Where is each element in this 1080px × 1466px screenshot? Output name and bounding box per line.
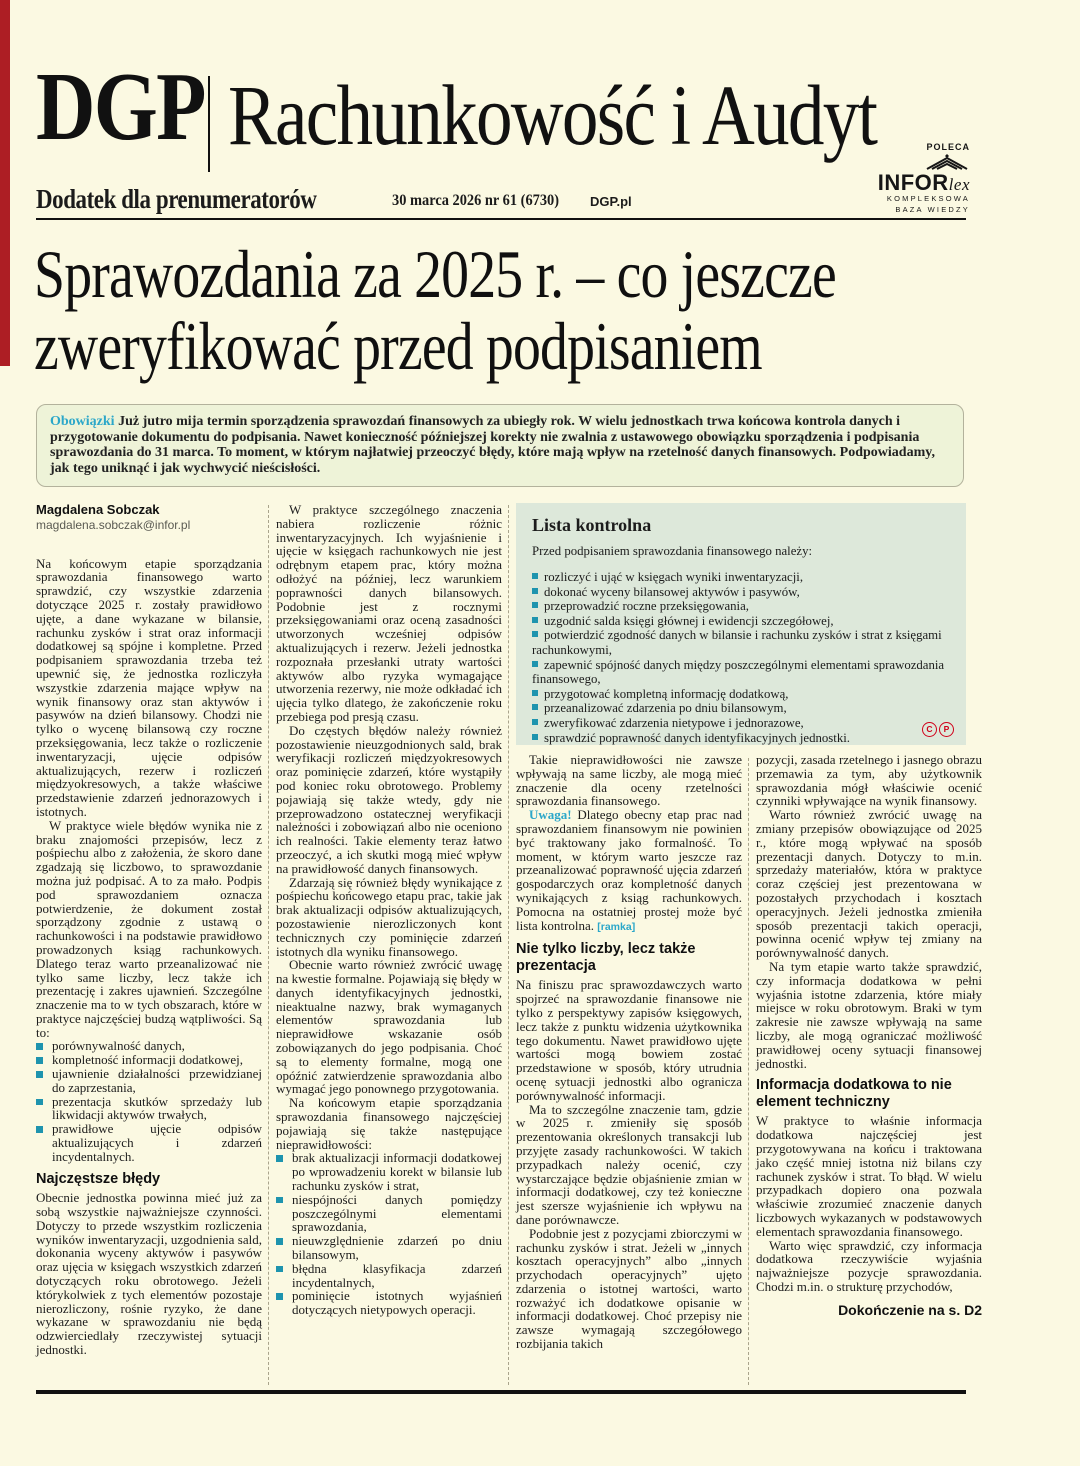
bullet-text: niespójności danych pomiędzy poszczególnymi elementami sprawozdania, xyxy=(292,1191,502,1235)
section-heading: Najczęstsze błędy xyxy=(36,1170,161,1187)
body-paragraph: Podobnie jest z pozycjami zbiorczymi w rachunku zysków i strat. Jeżeli w „innych kosztach operacyjnych” albo „innych przychodach operacyjnych” ujęto zdarzenia o istotnej wartości, warto rozważyć ich dodatkowe opisanie w informacji dodatkowej. Choć przepisy nie zawsze wymagają szczegółowego rozbijania takich xyxy=(516,1225,742,1352)
bullet-item xyxy=(36,1122,262,1163)
bullet-square-icon xyxy=(276,1266,283,1273)
continuation-note: Dokończenie na s. D2 xyxy=(838,1301,982,1318)
column-rule-3 xyxy=(748,758,749,1385)
header-rule xyxy=(36,218,966,220)
bullet-item xyxy=(276,1193,502,1234)
bullet-text: prawidłowe ujęcie odpisów aktualizujących i zdarzeń incydentalnych. xyxy=(52,1121,262,1164)
body-paragraph xyxy=(516,808,742,934)
bullet-item xyxy=(36,1067,262,1095)
checklist-text: zweryfikować zdarzenia nietypowe i jednorazowe, xyxy=(544,715,804,730)
site-label: DGP.pl xyxy=(590,194,632,209)
body-paragraph: Warto więc sprawdzić, czy informacja dodatkowa rzeczywiście wyjaśnia najważniejsze pozycje sprawozdania. Chodzi m.in. o strukturę przychodów, xyxy=(756,1237,982,1294)
body-paragraph: Obecnie jednostka powinna mieć już za sobą wszystkie najważniejsze czynności. Dotyczy to przede wszystkim rozliczenia wyników inwentaryzacji, uzgodnienia sald, dokonania wyceny aktywów i pasywów oraz ujęcia w księgach wszystkich zdarzeń dotyczących roku obrotowego. Jeżeli którykolwiek z tych elementów pozostaje nierozliczony, rośnie ryzyko, że dane wykazane w sprawozdaniu nie będą odzwierciedlały rzeczywistej sytuacji jednostki. xyxy=(36,1190,262,1357)
bullet-square-icon xyxy=(276,1293,283,1300)
bullet-text: pominięcie istotnych wyjaśnień dotyczących nietypowych operacji. xyxy=(292,1288,502,1318)
press-rights-icon: P xyxy=(939,722,954,737)
body-paragraph: Na tym etapie warto także sprawdzić, czy informacja dodatkowa w pełni wyjaśnia istotne zdarzenia, które miały miejsce w roku obrotowym. Braki w tym zakresie nie zawsze wpływają na same liczby, ale mogą ograniczać możliwość prawidłowej oceny sytuacji finansowej jednostki. xyxy=(756,958,982,1071)
checklist-text: potwierdzić zgodność danych w bilansie i rachunku zysków i strat z księgami rachunkowymi, xyxy=(532,628,942,657)
bullet-item xyxy=(276,1151,502,1192)
uwaga-text: Dlatego obecny etap prac nad sprawozdaniem finansowym nie powinien być traktowany jako formalność. To moment, w którym warto jeszcze raz przeanalizować poprawność ujęcia zdarzeń gospodarczych oraz kompletność danych wynikających z ksiąg rachunkowych. Pomocna na ostatniej prostej może być lista kontrolna. xyxy=(516,807,742,933)
column-rule-1 xyxy=(268,505,269,1385)
inforlex-subline-2: BAZA WIEDZY xyxy=(895,204,970,214)
copyright-icon: C xyxy=(922,722,937,737)
bullet-item xyxy=(276,1262,502,1290)
bullet-text: nieuwzględnienie zdarzeń po dniu bilansowym, xyxy=(292,1233,502,1263)
body-paragraph: Ma to szczególne znaczenie tam, gdzie w 2025 r. zmieniły się sposób prezentowania określonych transakcji lub przyjęte zasady rachunkowości. W takich przypadkach należy ocenić, czy wystarczające będzie objaśnienie zmian w informacji dodatkowej, czy też konieczne jest szersze wyjaśnienie ich wpływu na dane porównawcze. xyxy=(516,1101,742,1227)
bullet-item xyxy=(276,1234,502,1262)
lead-kicker: Obowiązki xyxy=(50,414,115,429)
bullet-list xyxy=(276,1151,502,1317)
body-paragraph: Na końcowym etapie sporządzania sprawozdania finansowego warto sprawdzić, czy wszystkie zdarzenia dotyczące 2025 r. zostały prawidłowo ujęte, a dane wykazane w bilansie, rachunku zysków i strat oraz informacji dodatkowej są spójne i kompletne. Przed podpisaniem sprawozdania trzeba też upewnić się, że jednostka rozliczyła wszystkie zdarzenia mające wpływ na wynik finansowy oraz stan aktywów i pasywów na dzień bilansowy. Chodzi nie tylko o wycenę bilansową czy roczne przeksięgowania, lecz także o rozliczenie inwentaryzacji, ujęcie odpisów aktualizujących, rezerw i rozliczeń międzyokresowych, a także właściwe przedstawienie zdarzeń jednorazowych i istotnych. xyxy=(36,555,262,819)
bullet-item xyxy=(36,1039,262,1053)
checklist-text: dokonać wyceny bilansowej aktywów i pasywów, xyxy=(544,584,800,599)
checklist-text: przeanalizować zdarzenia po dniu bilansowym, xyxy=(544,701,787,716)
bullet-square-icon xyxy=(36,1099,43,1106)
body-paragraph: Obecnie warto również zwrócić uwagę na kwestie formalne. Pojawiają się błędy w danych identyfikacyjnych jednostki, nieaktualne nazwy, brak wymaganych elementów sprawozdania lub nieprawidłowe wskazanie osób zobowiązanych do jego podpisania. Choć są to elementy formalne, mogą one opóźnić zatwierdzenie sprawozdania albo wymagać jego ponownego przygotowania. xyxy=(276,957,502,1097)
body-paragraph: W praktyce szczególnego znaczenia nabiera rozliczenie różnic inwentaryzacyjnych. Ich wyjaśnienie i ujęcie w księgach rachunkowych nie jest odrębnym etapem prac, który można odłożyć na później, lecz warunkiem poprawności danych bilansowych. Podobnie jest z rocznymi przeksięgowaniami oraz oceną zasadności utworzonych wcześniej odpisów aktualizujących i rezerw. Jeżeli jednostka rozpoznała przesłanki utraty wartości aktywów albo ryzyka wymagające utworzenia rezerwy, nie może odkładać ich ujęcia tylko dlatego, że zakończenie roku przebiega pod presją czasu. xyxy=(276,502,502,724)
column-rule-2 xyxy=(508,505,509,1385)
uwaga-label: Uwaga! xyxy=(529,807,572,823)
body-paragraph: Na finiszu prac sprawozdawczych warto spojrzeć na sprawozdanie finansowe nie tylko z perspektywy zapisów księgowych, lecz także z punktu widzenia użytkownika tego dokumentu. Nawet prawidłowo ujęte wartości mogą bowiem zostać przedstawione w sposób, który utrudnia ocenę sytuacji jednostki albo ogranicza porównywalność informacji. xyxy=(516,977,742,1103)
byline-email: magdalena.sobczak@infor.pl xyxy=(36,517,191,532)
bullet-square-icon xyxy=(276,1155,283,1162)
bullet-square-icon xyxy=(36,1043,43,1050)
checklist-intro: Przed podpisaniem sprawozdania finansowego należy: xyxy=(532,544,813,558)
bullet-text: ujawnienie działalności przewidzianej do zaprzestania, xyxy=(52,1066,262,1095)
bullet-square-icon xyxy=(276,1197,283,1204)
body-paragraph: Warto również zwrócić uwagę na zmiany przepisów obowiązujące od 2025 r., które mogą wpływać na sposób prezentacji danych. Dotyczy to m.in. sprzedaży materiałów, która w praktyce coraz częściej jest prezentowana w pozostałych przychodach i kosztach operacyjnych. Jeżeli jednostka zmieniła sposób prezentacji takich operacji, powinna ocenić wpływ tej zmiany na porównywalność danych. xyxy=(756,807,982,961)
article-column-1 xyxy=(36,503,262,1357)
bullet-list xyxy=(36,1039,262,1163)
lex-text: lex xyxy=(948,175,970,194)
body-paragraph: W praktyce wiele błędów wynika nie z braku znajomości przepisów, lecz z pośpiechu albo z założenia, że skoro dane zgadzają się liczbowo, to sprawozdanie można już podpisać. A to za mało. Podpis pod sprawozdaniem oznacza potwierdzenie, że dokument został sporządzony zgodnie z ustawą o rachunkowości i na podstawie prawidłowo prowadzonych ksiąg rachunkowych. Dlatego teraz warto przeanalizować nie tylko same liczby, lecz także ich prezentację i zakres ujawnień. Szczególne znaczenie ma to w tych obszarach, które w praktyce najczęściej budzą wątpliwości. Są to: xyxy=(36,817,262,1040)
inforlex-logo-icon xyxy=(924,154,970,171)
masthead-brand: DGP xyxy=(36,53,205,161)
checklist-text: przeprowadzić roczne przeksięgowania, xyxy=(544,599,749,614)
bullet-text: porównywalność danych, xyxy=(52,1038,185,1054)
body-paragraph: pozycji, zasada rzetelnego i jasnego obrazu przemawia za tym, aby użytkownik sprawozdania mógł właściwie ocenić czynniki wpływające na wynik finansowy. xyxy=(756,752,982,809)
checklist-text: zapewnić spójność danych między poszczególnymi elementami sprawozdania finansowego, xyxy=(532,657,945,687)
section-heading: Informacja dodatkowa to nie element techniczny xyxy=(756,1077,952,1110)
checklist-text: przygotować kompletną informację dodatkową, xyxy=(544,686,789,701)
inforlex-subline-1: KOMPLEKSOWA xyxy=(886,194,970,203)
article-headline xyxy=(34,238,1012,382)
masthead-tagline: Dodatek dla prenumeratorów xyxy=(36,184,317,214)
article-end-rule xyxy=(36,1390,966,1394)
poleca-label: POLECA xyxy=(926,142,970,152)
infor-text: INFOR xyxy=(877,170,949,195)
byline xyxy=(36,503,262,533)
byline-author: Magdalena Sobczak xyxy=(36,502,160,517)
issue-date: 30 marca 2026 nr 61 (6730) xyxy=(392,192,560,209)
bullet-square-icon xyxy=(36,1071,43,1078)
body-paragraph: W praktyce to właśnie informacja dodatkowa najczęściej jest przygotowywana na końcu i traktowana jako część mniej istotna niż bilans czy rachunek zysków i strat. To błąd. W wielu przypadkach dopiero ona pozwala właściwie zrozumieć znaczenie danych liczbowych wykazanych w podstawowych elementach sprawozdania finansowego. xyxy=(756,1113,982,1239)
article-column-2 xyxy=(276,503,502,1317)
ramka-tag: [ramka] xyxy=(597,920,636,933)
bullet-square-icon xyxy=(276,1238,283,1245)
checklist-text: rozliczyć i ująć w księgach wyniki inwentaryzacji, xyxy=(544,570,804,584)
inforlex-partner-block xyxy=(872,142,970,216)
brand-red-bar xyxy=(0,0,10,366)
masthead-divider xyxy=(208,76,210,172)
checklist-text: sprawdzić poprawność danych identyfikacyjnych jednostki. xyxy=(544,730,850,745)
bullet-text: brak aktualizacji informacji dodatkowej po wprowadzeniu korekt w bilansie lub rachunku zysków i strat, xyxy=(292,1150,502,1194)
body-paragraph: Do częstych błędów należy również pozostawienie nieuzgodnionych sald, brak weryfikacji rozliczeń międzyokresowych oraz pominięcie zdarzeń, które wystąpiły pod koniec roku obrotowego. Problemy pojawiają się także wtedy, gdy nie przeprowadzono ostatecznej weryfikacji należności i zobowiązań albo nie oceniono ich realności. Takie elementy teraz łatwo przeoczyć, a ich skutki mogą mieć wpływ na prawidłowość danych finansowych. xyxy=(276,722,502,876)
bullet-text: prezentacja skutków sprzedaży lub likwidacji aktywów trwałych, xyxy=(52,1093,262,1123)
bullet-item xyxy=(276,1289,502,1317)
bullet-text: kompletność informacji dodatkowej, xyxy=(52,1052,243,1068)
masthead-section-title: Rachunkowość i Audyt xyxy=(228,67,877,163)
section-heading: Nie tylko liczby, lecz także prezentacja xyxy=(516,941,696,974)
checklist-text: uzgodnić salda księgi głównej i ewidencji szczegółowej, xyxy=(544,613,834,628)
bullet-square-icon xyxy=(36,1057,43,1064)
bullet-square-icon xyxy=(36,1126,43,1133)
body-paragraph: Takie nieprawidłowości nie zawsze wpływają na same liczby, ale mogą mieć znaczenie dla oceny rzetelności sprawozdania finansowego. xyxy=(516,752,742,809)
bullet-item xyxy=(36,1053,262,1067)
lead-text: Już jutro mija termin sporządzenia sprawozdań finansowych za ubiegły rok. W wielu jednostkach trwa końcowa kontrola danych i przygotowanie dokumentu do podpisania. Nawet konieczność późniejszej korekty nie zwalnia z ustawowego obowiązku sporządzenia i podpisania sprawozdania do 31 marca. To moment, w którym najłatwiej przeoczyć błędy, które mają wpływ na rzetelność danych finansowych. Podpowiadamy, jak tego uniknąć i jak wychwycić nieścisłości. xyxy=(50,414,935,476)
article-column-4 xyxy=(756,503,982,1317)
bullet-text: błędna klasyfikacja zdarzeń incydentalnych, xyxy=(292,1260,502,1290)
checklist-title: Lista kontrolna xyxy=(532,515,652,535)
lead-box xyxy=(36,404,964,487)
headline-line-1: Sprawozdania za 2025 r. – co jeszcze xyxy=(34,236,836,312)
inforlex-wordmark xyxy=(872,172,970,194)
article-column-3 xyxy=(516,503,742,1351)
body-paragraph: Na końcowym etapie sporządzania sprawozdania finansowego najczęściej pojawiają się także następujące nieprawidłowości: xyxy=(276,1095,502,1152)
headline-line-2: zweryfikować przed podpisaniem xyxy=(34,308,762,384)
body-paragraph: Zdarzają się również błędy wynikające z pośpiechu końcowego etapu prac, takie jak brak aktualizacji odpisów aktualizujących, pozostawienie nierozliczonych kont technicznych czy pominięcie zdarzeń istotnych dla wyniku finansowego. xyxy=(276,874,502,959)
bullet-item xyxy=(36,1095,262,1123)
